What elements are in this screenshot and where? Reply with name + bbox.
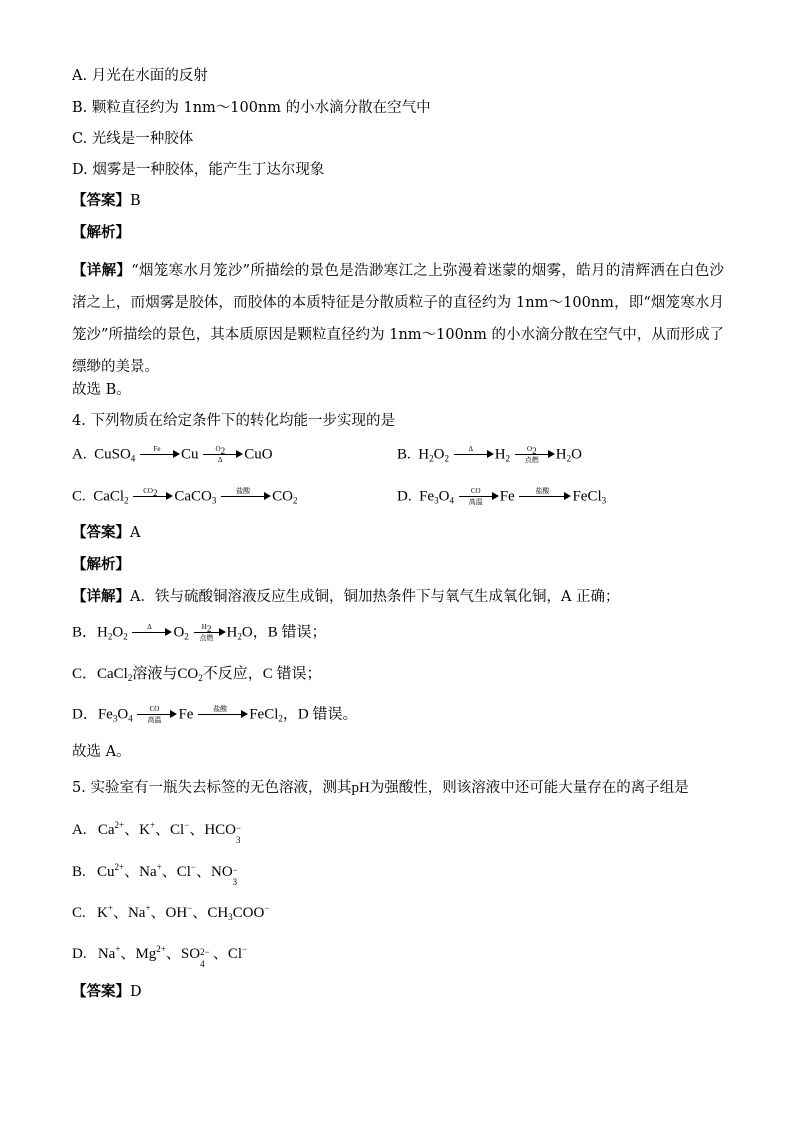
reaction-arrow: CO 高温	[459, 486, 499, 508]
q3-conclusion: 故选 B。	[72, 382, 131, 398]
q3-option-c: C. 光线是一种胶体	[72, 131, 194, 147]
reaction-arrow: $O_2$ 点燃	[515, 444, 555, 466]
answer-value: B	[130, 193, 141, 209]
q4-option-a: A. CuSO$_4$ Fe Cu $\frac{O_2}{\Delta}$ CuO	[72, 445, 273, 464]
q3-analysis-label: 【解析】	[72, 224, 130, 241]
q5-option-b: B. $Cu^{2+}$、Na+、Cl−、NO − 3	[72, 862, 238, 887]
q4-answer: 【答案】A	[72, 524, 141, 541]
q4-option-c: C. CaCl$_2$ $CO_2$ CaCO$_3$ 盐酸 $CO_2$	[72, 486, 297, 508]
q4-option-b: B. $H_2O_2$ Δ $H_2$ $O_2$ 点燃 $H_2O$	[397, 445, 582, 464]
reaction-arrow: $H_2$ 点燃	[194, 622, 226, 644]
q4-detail-c: C．CaCl$_2$溶液与$CO_2$不反应，C 错误；	[72, 666, 322, 683]
reaction-arrow: 盐酸	[221, 486, 271, 508]
reaction-arrow: Δ	[454, 444, 494, 466]
q3-option-a: A. 月光在水面的反射	[72, 68, 208, 84]
reaction-arrow: 盐酸	[198, 704, 248, 726]
q3-option-b: B. 颗粒直径约为 1nm～100nm 的小水滴分散在空气中	[72, 100, 431, 116]
q5-option-d: D. Na+、$Mg^{2+}$、SO 2− 4 、Cl−	[72, 944, 248, 969]
q4-option-d: D. $Fe_3O_4$ CO 高温 Fe 盐酸 FeCl$_3$	[397, 487, 607, 506]
reaction-arrow: $\frac{O_2}{\Delta}$	[203, 444, 243, 466]
q4-stem: 4. 下列物质在给定条件下的转化均能一步实现的是	[72, 413, 395, 429]
answer-label: 【答案】	[72, 192, 130, 209]
reaction-arrow: $CO_2$	[133, 486, 173, 508]
q4-detail-b: B．$H_2O_2$ Δ $O_2$ $H_2$ 点燃 $H_2O$，B 错误；	[72, 623, 327, 642]
reaction-arrow: 盐酸	[519, 486, 571, 508]
detail-label: 【详解】	[72, 262, 132, 279]
q4-detail-a: 【详解】A．铁与硫酸铜溶液反应生成铜，铜加热条件下与氧气生成氧化铜，A 正确；	[72, 588, 620, 605]
q5-stem: 5. 实验室有一瓶失去标签的无色溶液，测其pH为强酸性，则该溶液中还可能大量存在的离子组是	[72, 780, 689, 796]
q4-analysis-label: 【解析】	[72, 556, 130, 573]
q4-conclusion: 故选 A。	[72, 744, 131, 760]
reaction-arrow: CO 高温	[137, 704, 177, 726]
detail-text: “烟笼寒水月笼沙”所描绘的景色是浩渺寒江之上弥漫着迷蒙的烟雾，皓月的清辉洒在白色沙渚之上，而烟雾是胶体，而胶体的本质特征是分散质粒子的直径约为 1nm～100nm，即“烟笼寒水月笼沙”所描绘的景色，其本质原因是颗粒直径约为 1nm～100nm 的小水滴分散在空气中，从而形成了缥缈的美景。	[72, 263, 725, 375]
reaction-arrow: Fe	[140, 444, 180, 466]
q5-option-a: A. $Ca^{2+}$、K+、Cl−、HCO − 3	[72, 820, 242, 845]
q3-option-d: D. 烟雾是一种胶体，能产生丁达尔现象	[72, 162, 325, 178]
reaction-arrow: Δ	[132, 622, 172, 644]
q5-answer: 【答案】D	[72, 983, 142, 1000]
q5-option-c: C. K+、Na+、OH−、$CH_3COO^-$	[72, 903, 270, 922]
q4-detail-d: D．$Fe_3O_4$ CO 高温 Fe 盐酸 FeCl$_2$，D 错误。	[72, 705, 358, 724]
q3-detail	[72, 255, 724, 383]
q3-answer	[72, 191, 141, 211]
